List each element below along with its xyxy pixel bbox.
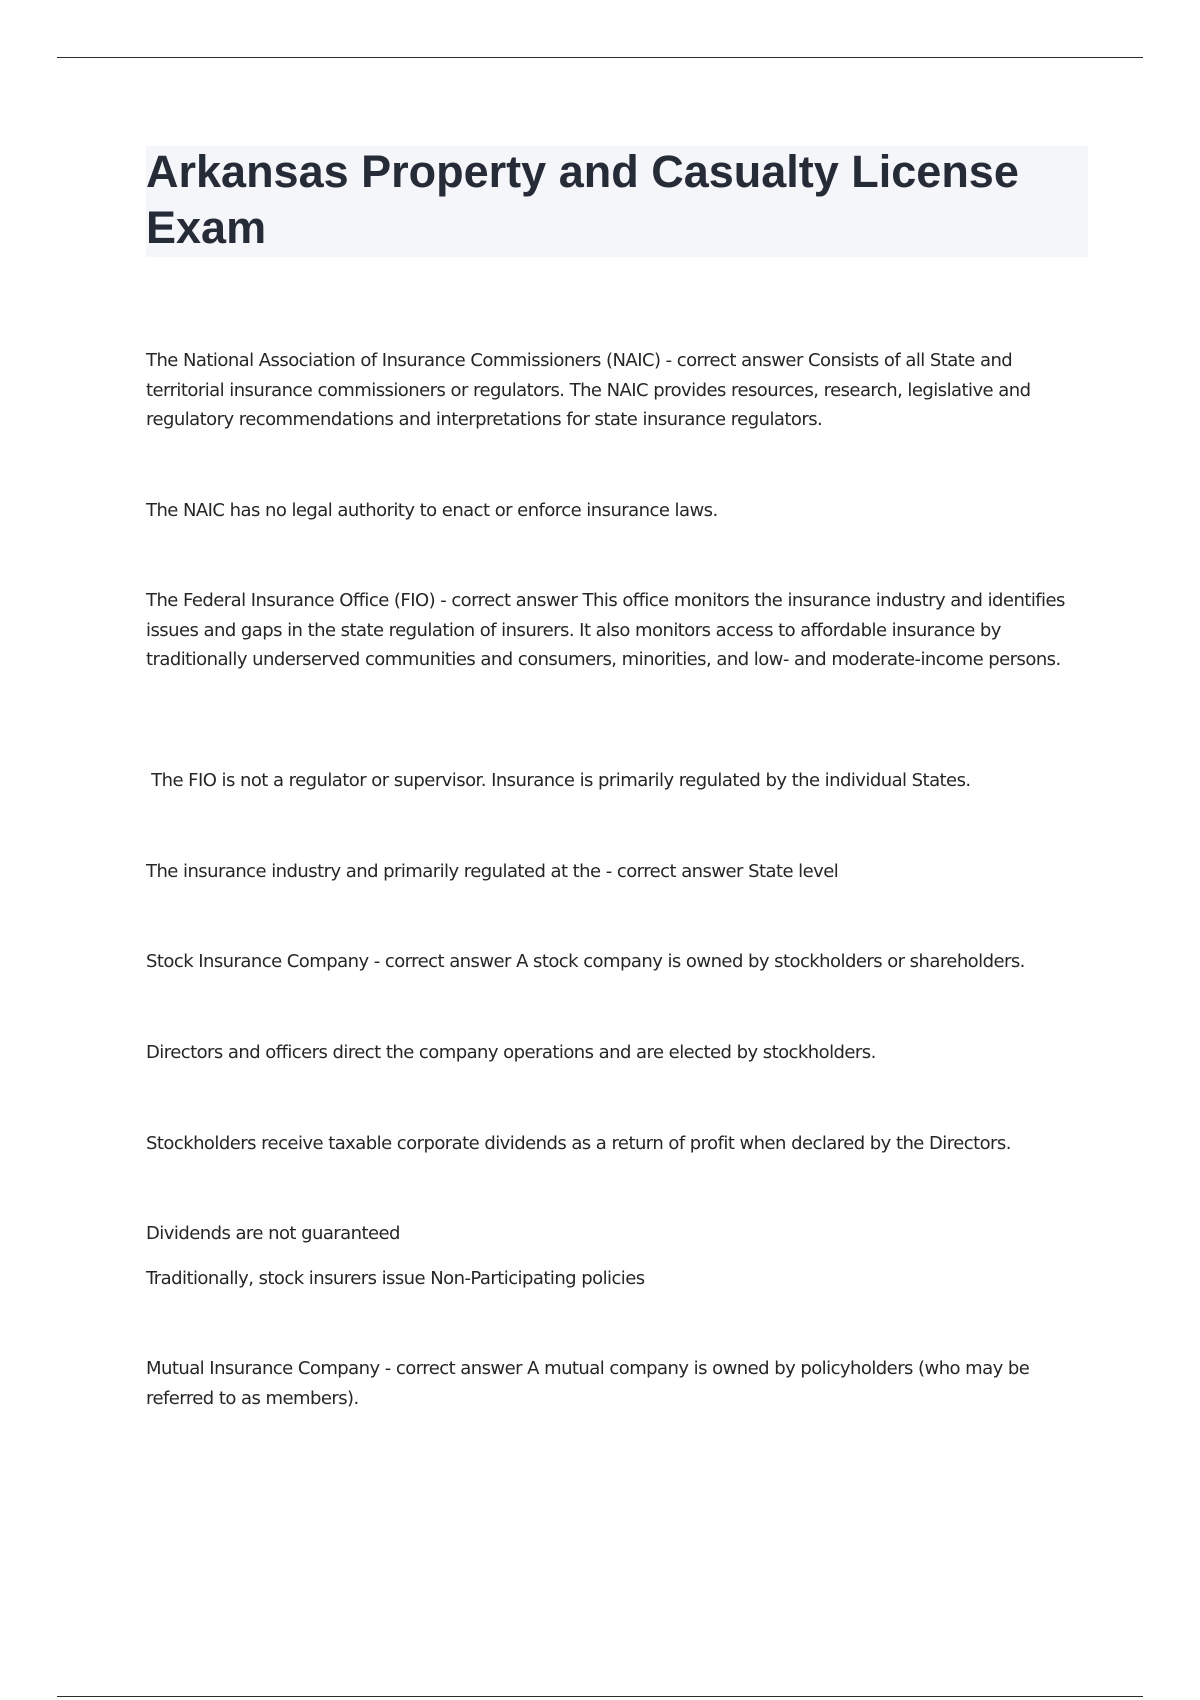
paragraph-fio-regulator: The FIO is not a regulator or supervisor. Insurance is primarily regulated by the individual States. (146, 770, 971, 791)
paragraph-mutual-company: Mutual Insurance Company - correct answer A mutual company is owned by policyholders (who may be referred to as members). (146, 1358, 1030, 1409)
bottom-divider (57, 1696, 1143, 1697)
paragraph-state-level: The insurance industry and primarily regulated at the - correct answer State level (146, 861, 839, 882)
top-divider (57, 57, 1143, 58)
paragraph-fio: The Federal Insurance Office (FIO) - correct answer This office monitors the insurance industry and identifies issues and gaps in the state regulation of insurers. It also monitors access to affordable insurance by traditionally underserved communities and consumers, minorities, and low- and moderate-income persons. (146, 590, 1065, 670)
paragraph-dividends-taxable: Stockholders receive taxable corporate dividends as a return of profit when declared by the Directors. (146, 1133, 1011, 1154)
document-title: Arkansas Property and Casualty License Exam (146, 146, 1019, 253)
paragraph-non-participating: Traditionally, stock insurers issue Non-Participating policies (146, 1268, 645, 1289)
paragraph-naic: The National Association of Insurance Commissioners (NAIC) - correct answer Consists of all State and territorial insurance commissioners or regulators. The NAIC provides resources, research, legislative and regulatory recommendations and interpretations for state insurance regulators. (146, 350, 1031, 430)
paragraph-stock-company: Stock Insurance Company - correct answer A stock company is owned by stockholders or shareholders. (146, 951, 1025, 972)
paragraph-naic-authority: The NAIC has no legal authority to enact or enforce insurance laws. (146, 500, 718, 521)
paragraph-directors: Directors and officers direct the company operations and are elected by stockholders. (146, 1042, 876, 1063)
paragraph-dividends-not-guaranteed: Dividends are not guaranteed (146, 1223, 400, 1244)
